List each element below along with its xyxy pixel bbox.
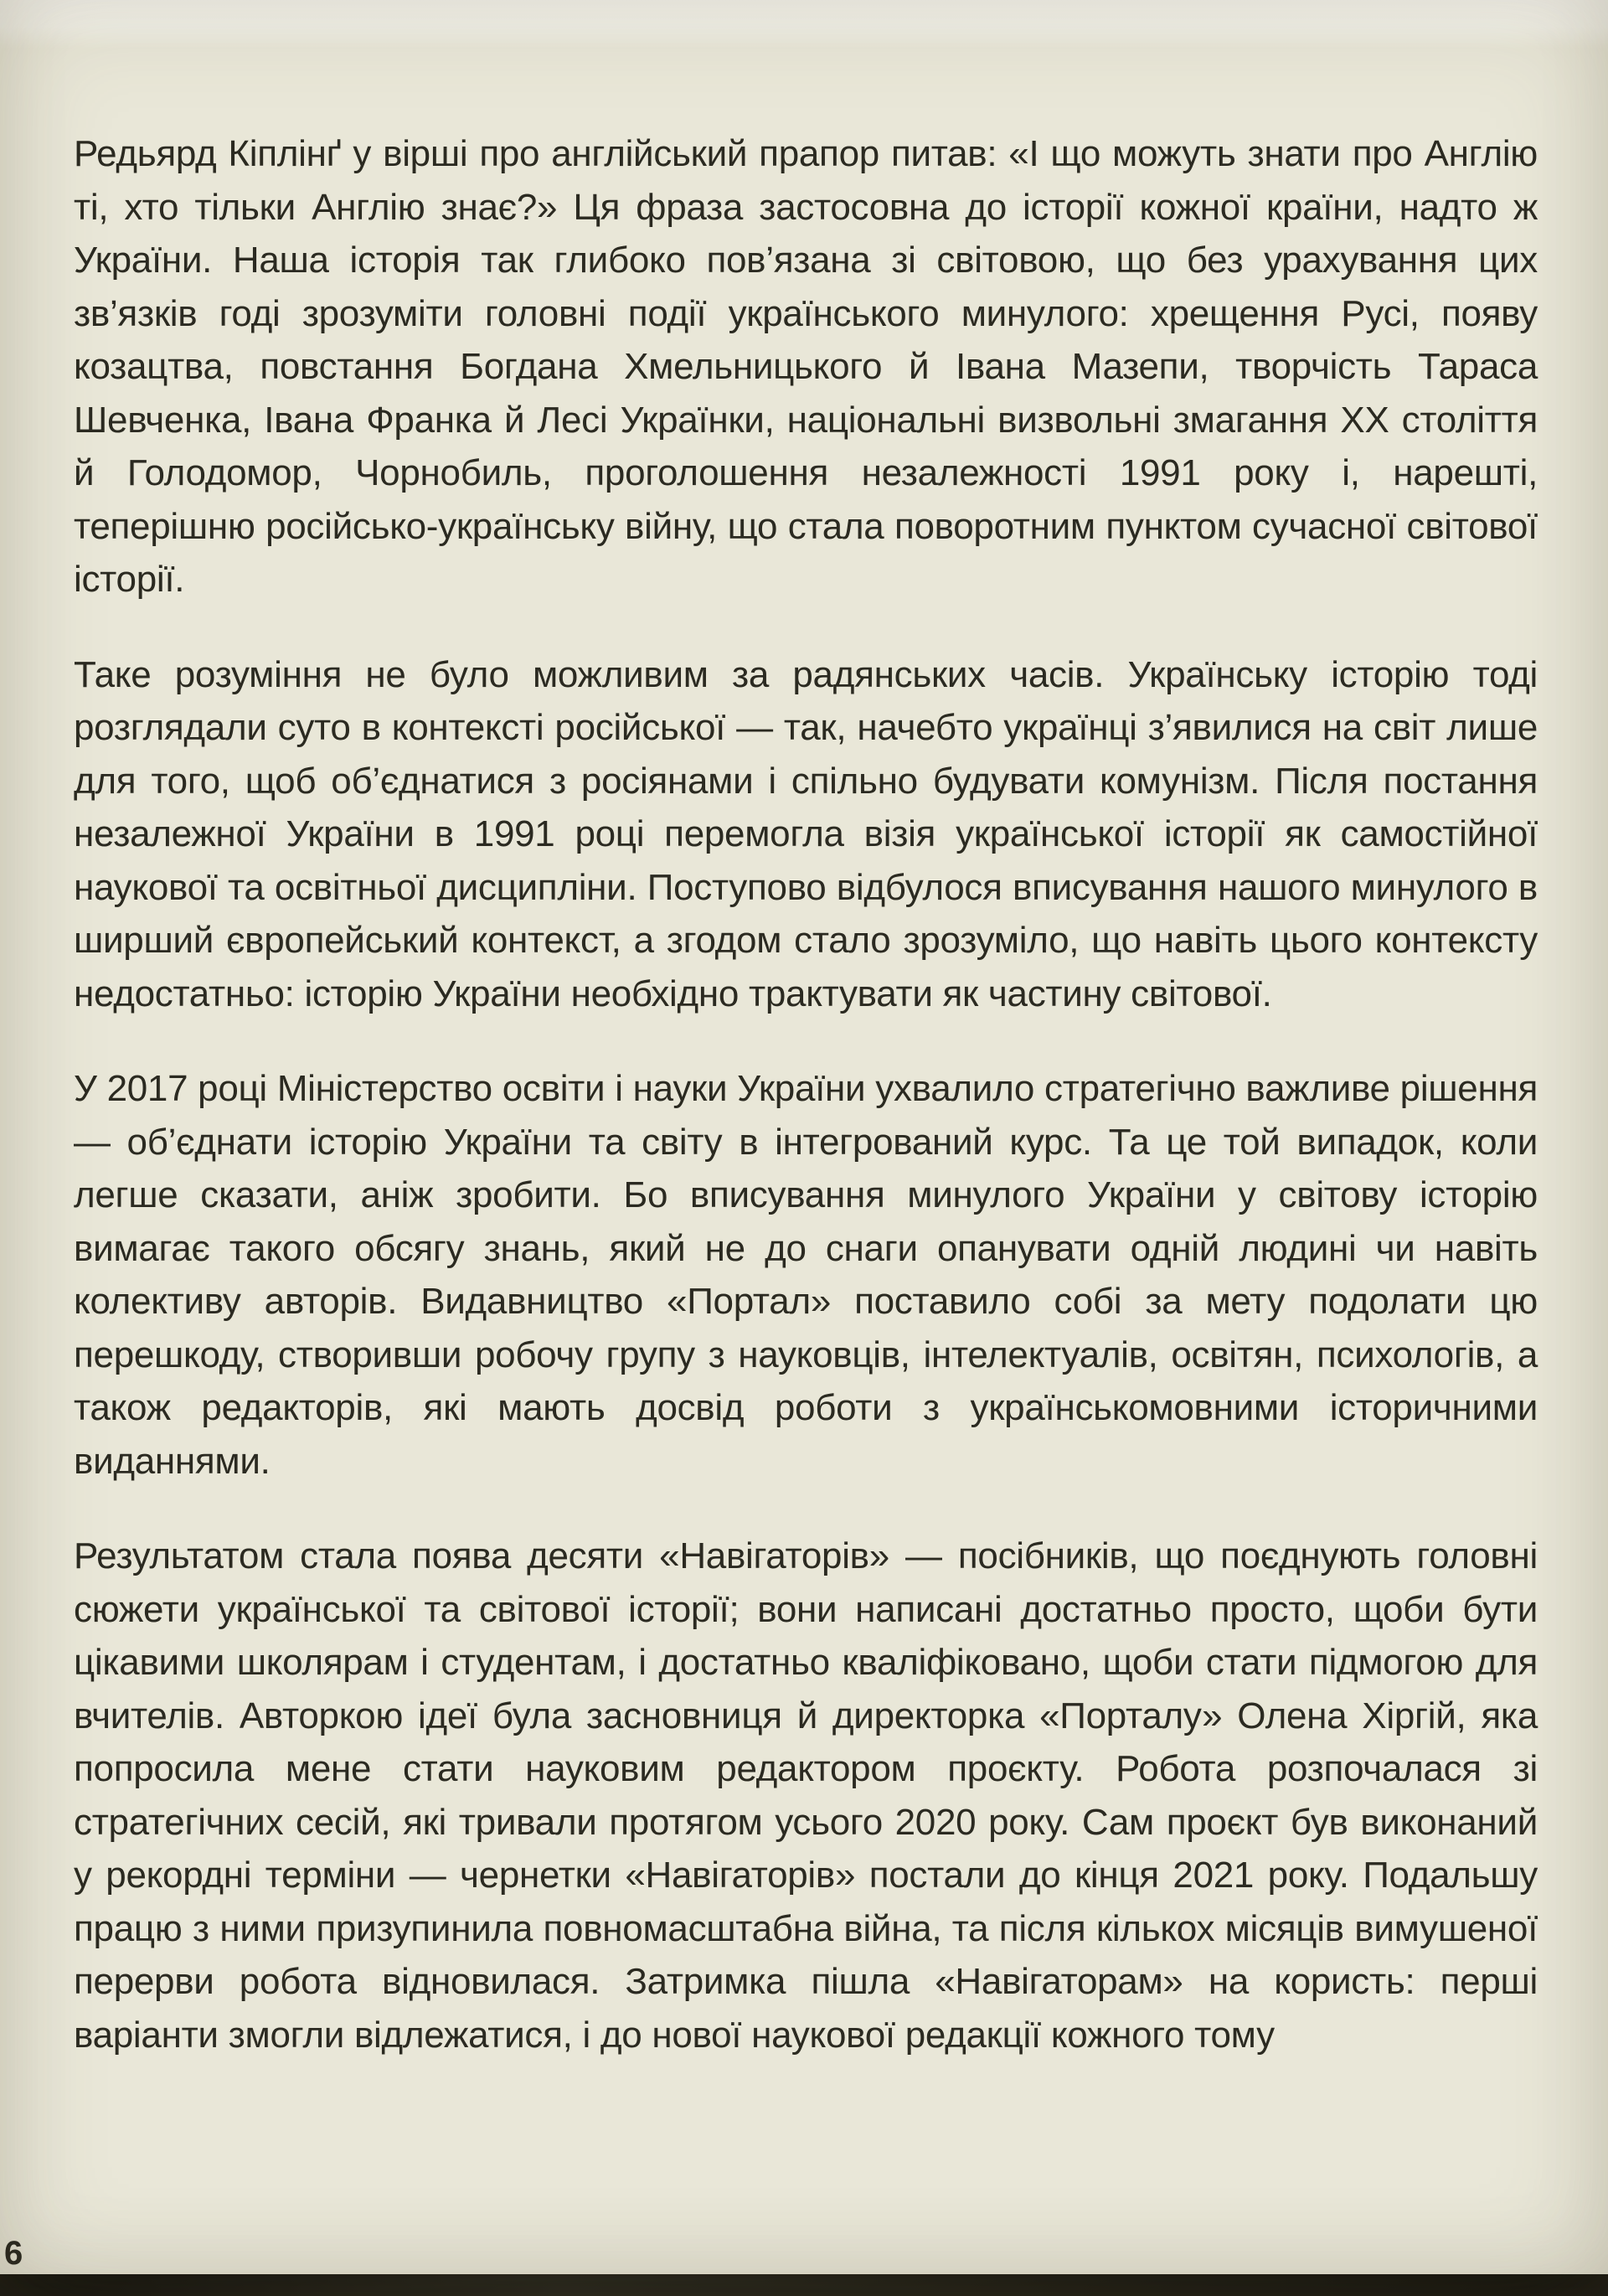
photo-bottom-shadow xyxy=(0,2274,1608,2296)
page-number: 6 xyxy=(4,2235,23,2272)
paragraph-ministry-2017: У 2017 році Міністерство освіти і науки України ухвалило стратегічно важливе рішення — об’єднати історію України та світу в інтегрований курс. Та це той випадок, коли легше сказати, аніж зробити. Бо вписування минулого України у світову історію вимагає такого обсягу знань, який не до снаги опанувати одній людині чи навіть колективу авторів. Видавництво «Портал» поставило собі за мету подолати цю перешкоду, створивши робочу групу з науковців, інтелектуалів, освітян, психологів, а також редакторів, які мають досвід роботи з українськомовними історичними виданнями. xyxy=(74,1068,1538,1482)
paragraph-kipling-intro: Редьярд Кіплінґ у вірші про англійський прапор питав: «І що можуть знати про Англію ті, хто тільки Англію знає?» Ця фраза застосовна до історії кожної країни, надто ж України. Наша історія так глибоко пов’язана зі світовою, що без урахування цих зв’язків годі зрозуміти головні події українського минулого: хрещення Русі, появу козацтва, повстання Богдана Хмельницького й Івана Мазепи, творчість Тараса Шевченка, Івана Франка й Лесі Українки, національні визвольні змагання ХХ століття й Голодомор, Чорнобиль, проголошення незалежності 1991 року і, нарешті, теперішню російсько-українську війну, що стала поворотним пунктом сучасної світової історії. xyxy=(74,133,1538,600)
page-top-edge xyxy=(0,0,1608,49)
paragraph-navigators-result: Результатом стала поява десяти «Навігаторів» — посібників, що поєднують головні сюжети української та світової історії; вони написані достатньо просто, щоби бути цікавими школярам і студентам, і достатньо кваліфіковано, щоби стати підмогою для вчителів. Авторкою ідеї була засновниця й директорка «Порталу» Олена Хіргій, яка попросила мене стати науковим редактором проєкту. Робота розпочалася зі стратегічних сесій, які тривали протягом усього 2020 року. Сам проєкт був виконаний у рекордні терміни — чернетки «Навігаторів» постали до кінця 2021 року. Подальшу працю з ними призупинила повномасштабна війна, та після кількох місяців вимушеної перерви робота відновилася. Затримка пішла «Навігаторам» на користь: перші варіанти змогли відлежатися, і до нової наукової редакції кожного тому xyxy=(74,1535,1538,2056)
paragraph-soviet-context: Таке розуміння не було можливим за радянських часів. Українську історію тоді розглядали суто в контексті російської — так, начебто українці з’явилися на світ лише для того, щоб об’єднатися з росіянами і спільно будувати комунізм. Після постання незалежної України в 1991 році перемогла візія української історії як самостійної наукової та освітньої дисципліни. Поступово відбулося вписування нашого минулого в ширший європейський контекст, а згодом стало зрозуміло, що навіть цього контексту недостатньо: історію України необхідно трактувати як частину світової. xyxy=(74,653,1538,1014)
page-text xyxy=(74,127,1538,2103)
